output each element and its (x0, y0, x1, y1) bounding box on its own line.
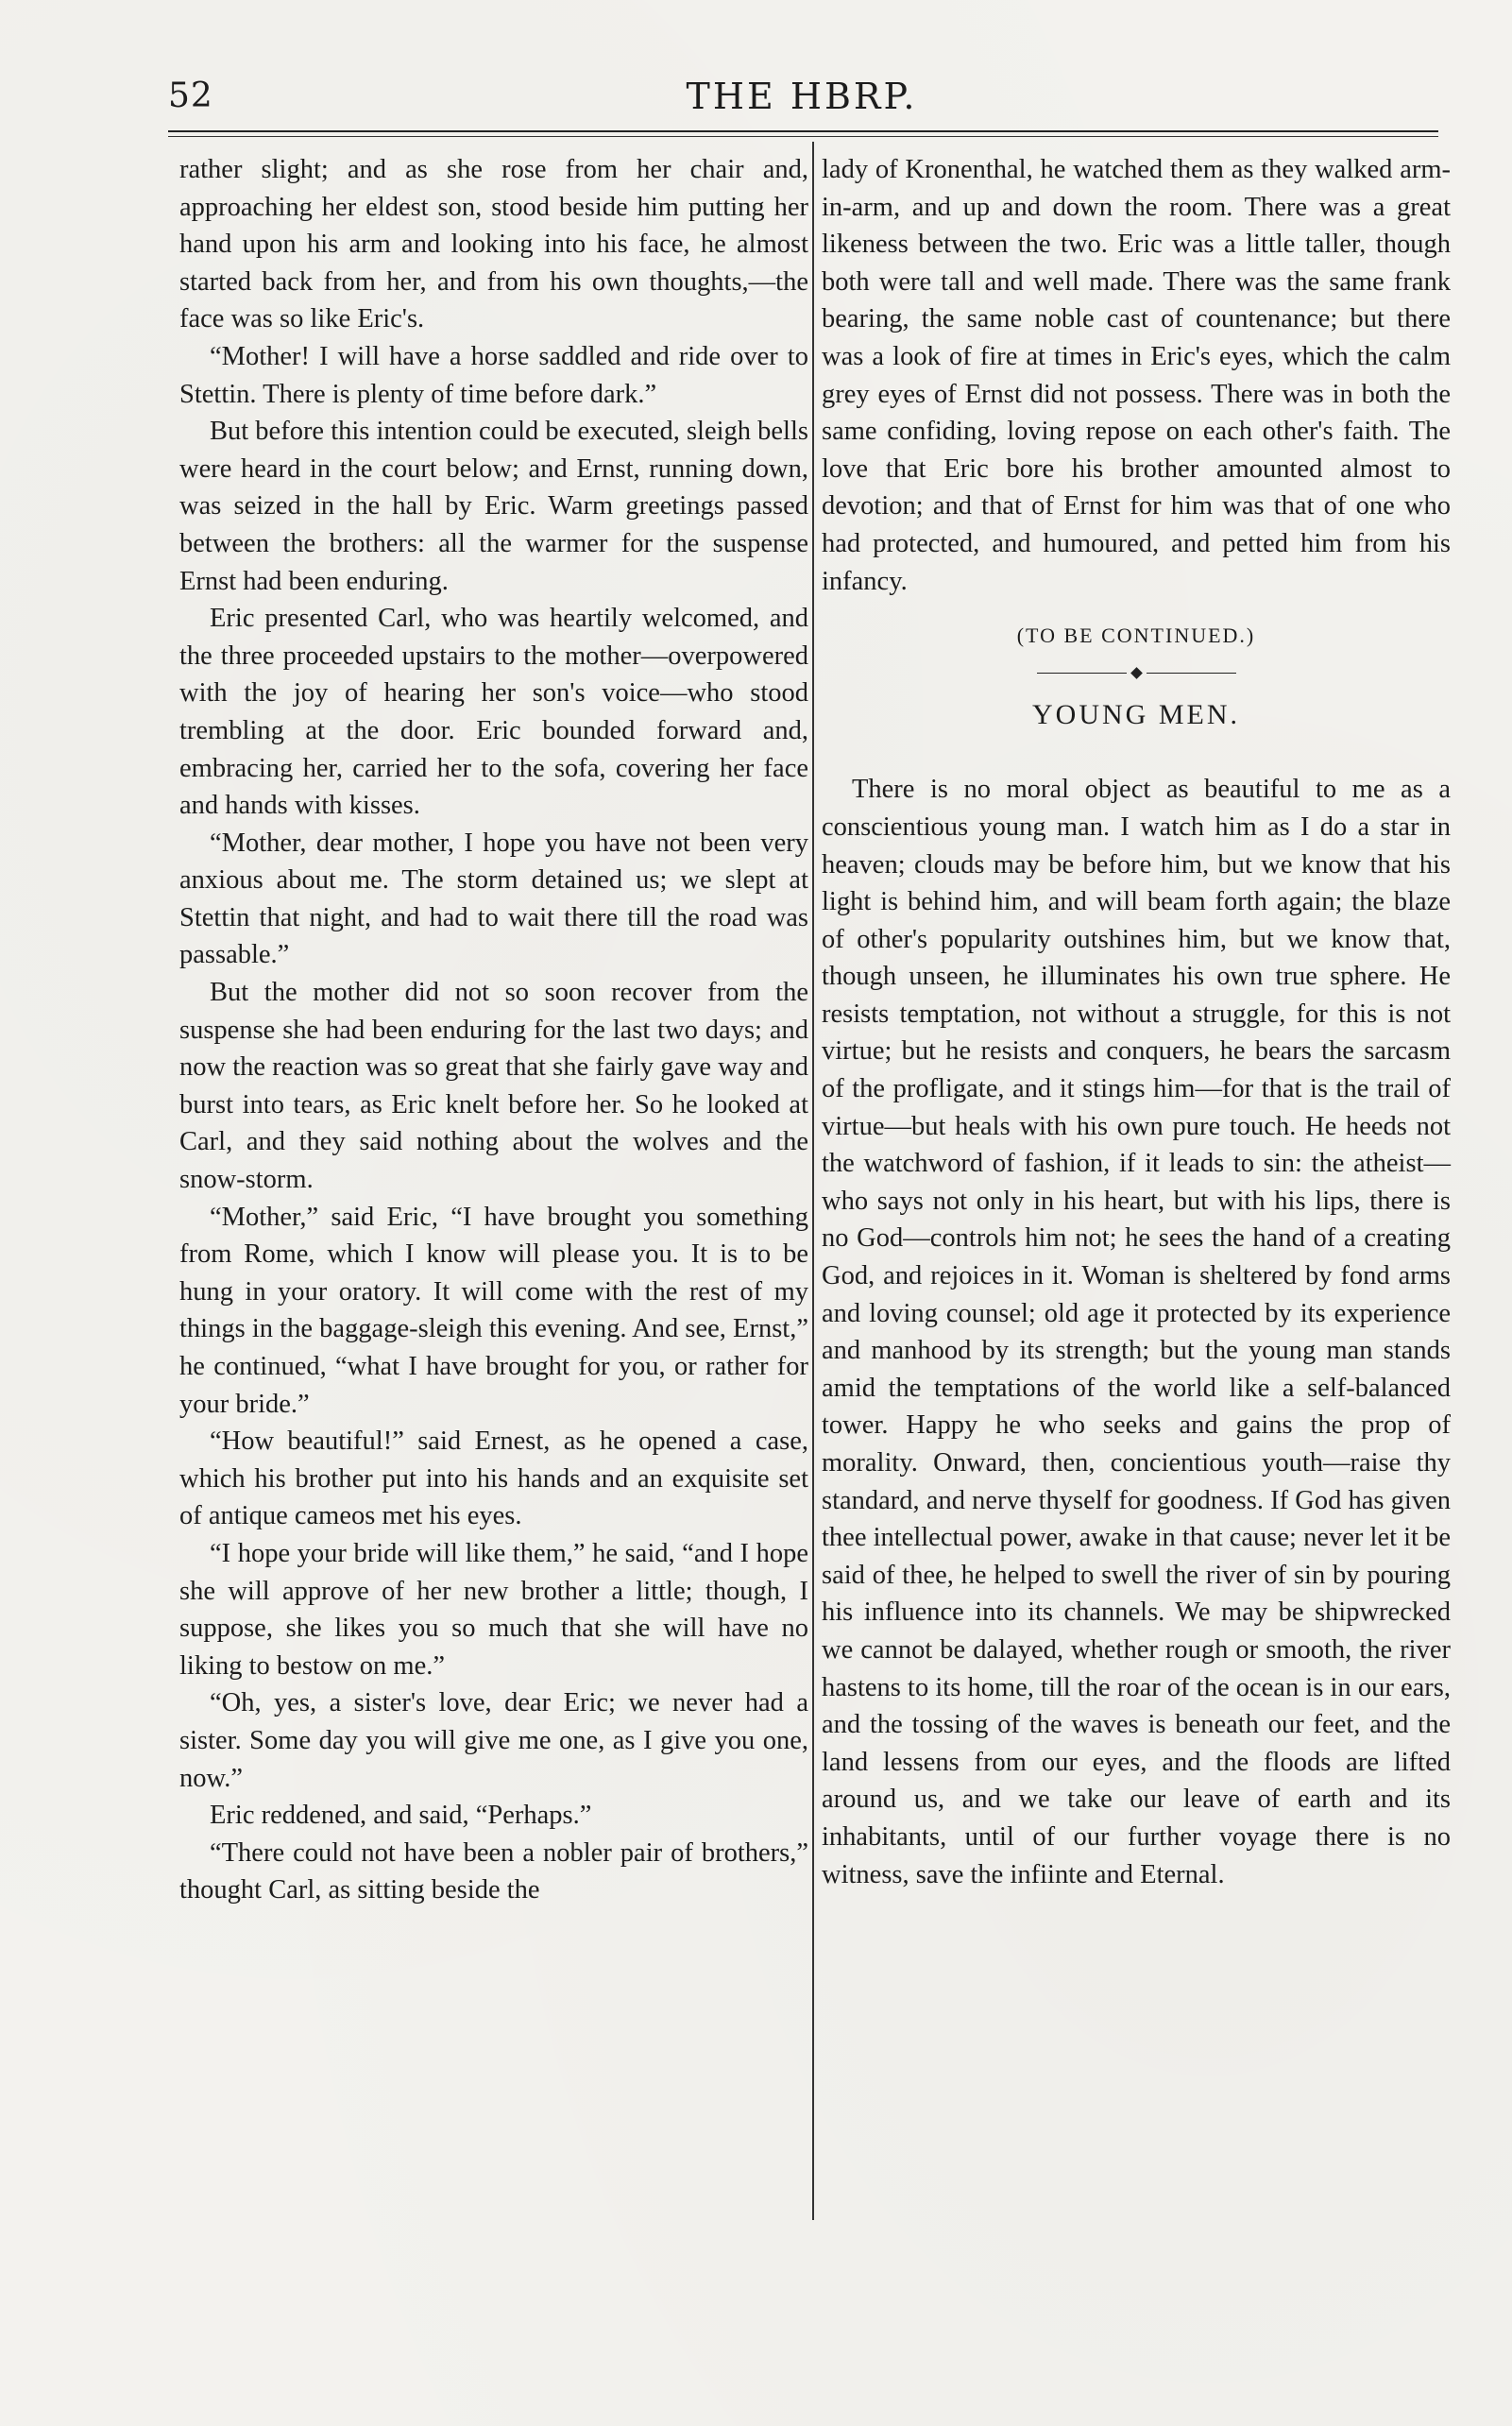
paragraph: “I hope your bride will like them,” he said, “and I hope she will approve of her new brother a little; though, I suppose, she likes you so much that she will have no liking to bestow on me.” (179, 1538, 808, 1681)
to-be-continued-label: (TO BE CONTINUED.) (1016, 624, 1256, 648)
right-column-story-end (822, 151, 1451, 600)
paragraph: “Mother! I will have a horse saddled and ride over to Stettin. There is plenty of time before dark.” (179, 341, 808, 409)
right-column (822, 151, 1451, 1893)
paragraph: Eric reddened, and said, “Perhaps.” (210, 1801, 592, 1831)
ornament-diamond (1130, 667, 1143, 679)
paragraph: “There could not have been a nobler pair of brothers,” thought Carl, as sitting beside the (179, 1837, 808, 1905)
paragraph: rather slight; and as she rose from her chair and, approaching her eldest son, stood beside him putting her hand upon his arm and looking into his face, he almost started back from her, and from his own thoughts,—the face was so like Eric's. (179, 155, 808, 334)
running-head-title: THE HBRP. (686, 76, 918, 117)
header-rule (168, 130, 1438, 132)
ornament-line-left (1037, 673, 1127, 674)
paragraph: lady of Kronenthal, he watched them as they walked arm-in-arm, and up and down the room. There was a great likeness between the two. Eric was a little taller, though both were tall and well made. There was the same frank bearing, the same noble cast of countenance; but there was a look of fire at times in Eric's eyes, which the calm grey eyes of Ernst did not possess. There was in both the same confiding, loving repose on each other's faith. The love that Eric bore his brother amounted almost to devotion; and that of Ernst for him was that of one who had protected, and humoured, and petted him from his infancy. (822, 155, 1451, 596)
paragraph: “Oh, yes, a sister's love, dear Eric; we never had a sister. Some day you will give me one, as I give you one, now.” (179, 1688, 808, 1793)
young-men-article (822, 771, 1451, 1893)
section-title: YOUNG MEN. (1032, 698, 1240, 730)
page-number: 52 (168, 77, 213, 115)
section-ornament (822, 668, 1451, 679)
page-header (168, 74, 1436, 121)
paragraph: “Mother,” said Eric, “I have brought you something from Rome, which I know will please you. It is to be hung in your oratory. It will come with the rest of my things in the baggage-sleigh this evening. And see, Ernst,” he continued, “what I have brought for you, or rather for your bride.” (179, 1202, 808, 1419)
ornament-line-right (1147, 673, 1236, 674)
paragraph: Eric presented Carl, who was heartily welcomed, and the three proceeded upstairs to the mother—overpowered with the joy of hearing her son's voice—who stood trembling at the door. Eric bounded forward and, embracing her, carried her to the sofa, covering her face and hands with kisses. (179, 604, 808, 821)
left-column (179, 151, 808, 1909)
paragraph: “How beautiful!” said Ernest, as he opened a case, which his brother put into his hands and an exquisite set of antique cameos met his eyes. (179, 1427, 808, 1531)
paragraph: “Mother, dear mother, I hope you have not been very anxious about me. The storm detained us; we slept at Stettin that night, and had to wait there till the road was passable.” (179, 828, 808, 970)
paragraph: But before this intention could be executed, sleigh bells were heard in the court below; and Ernst, running down, was seized in the hall by Eric. Warm greetings passed between the brothers: all the warmer for the suspense Ernst had been enduring. (179, 417, 808, 596)
paragraph: But the mother did not so soon recover from the suspense she had been enduring for the last two days; and now the reaction was so great that she fairly gave way and burst into tears, as Eric knelt before her. So he looked at Carl, and they said nothing about the wolves and the snow-storm. (179, 978, 808, 1195)
header-rule-thin (168, 136, 1438, 137)
column-divider (812, 142, 814, 2220)
paragraph: There is no moral object as beautiful to me as a conscientious young man. I watch him as I do a star in heaven; clouds may be before him, but we know that his light is behind him, and will beam forth again; the blaze of other's popularity outshines him, but we know that, though unseen, he illuminates his own true sphere. He resists temptation, not without a struggle, for this is not virtue; but he resists and conquers, he bears the sarcasm of the profligate, and it stings him—for that is the trail of virtue—but heals with his own pure touch. He heeds not the watchword of fashion, if it leads to sin: the atheist—who says not only in his heart, but with his lips, there is no God—controls him not; he sees the hand of a creating God, and rejoices in it. Woman is sheltered by fond arms and loving counsel; old age it protected by its experience and manhood by its strength; but the young man stands amid the temptations of the world like a self-balanced tower. Happy he who seeks and gains the prop of morality. Onward, then, concientious youth—raise thy standard, and nerve thyself for goodness. If God has given thee intellectual power, awake in that cause; never let it be said of thee, he helped to swell the river of sin by pouring his influence into its channels. We may be shipwrecked we cannot be dalayed, whether rough or smooth, the river hastens to its home, till the roar of the ocean is in our ears, and the tossing of the waves is beneath our feet, and the land lessens from our eyes, and the floods are lifted around us, and we take our leave of earth and its inhabitants, until of our further voyage there is no witness, save the infiinte and Eternal. (822, 775, 1451, 1889)
